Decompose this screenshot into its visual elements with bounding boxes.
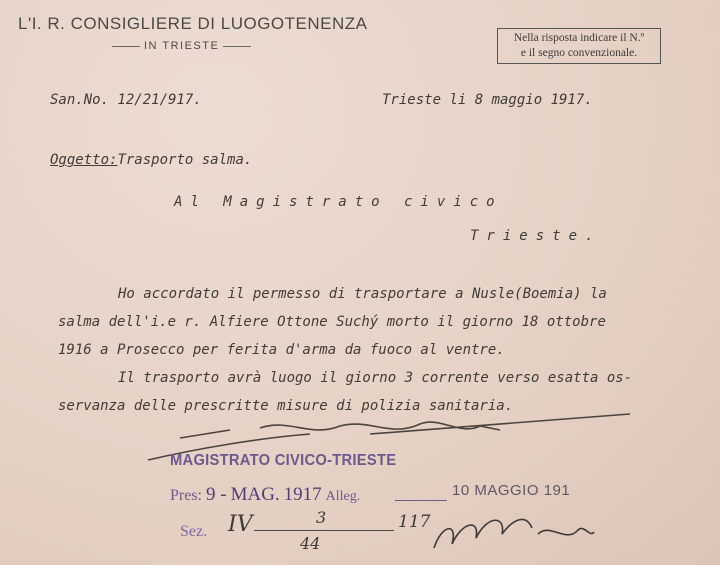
body-line-2: salma dell'i.e r. Alfiere Ottone Suchý morto il giorno 18 ottobre — [58, 314, 606, 330]
letter-date: Trieste li 8 maggio 1917. — [382, 92, 593, 108]
register-number: 117 — [398, 512, 431, 532]
fraction-bottom: 44 — [300, 534, 321, 553]
stamp-pres-line — [170, 484, 360, 506]
reply-note-line-2: e il segno convenzionale. — [520, 47, 638, 59]
second-signature — [428, 504, 598, 560]
body-line-4: Il trasporto avrà luogo il giorno 3 corrente verso esatta os- — [118, 370, 633, 386]
date-received-stamp: 10 MAGGIO 191 — [452, 482, 571, 499]
letterhead-city-text: IN TRIESTE — [144, 40, 220, 52]
reference-number: San.No. 12/21/917. — [50, 92, 202, 108]
reply-note-line-1: Nella risposta indicare il N.º — [513, 32, 645, 44]
stamp-pres-label: Pres: — [170, 487, 202, 504]
body-line-5: servanza delle prescritte misure di polizia sanitaria. — [58, 398, 514, 414]
reply-note-box — [497, 28, 661, 64]
body-line-1: Ho accordato il permesso di trasportare a Nusle(Boemia) la — [118, 286, 607, 302]
letterhead-city — [108, 40, 255, 52]
stamp-magistrato: MAGISTRATO CIVICO-TRIESTE — [170, 452, 397, 469]
body-line-3: 1916 a Prosecco per ferita d'arma da fuoco al ventre. — [58, 342, 505, 358]
subject-line — [50, 152, 252, 168]
stamp-alleg-label: Alleg. — [325, 489, 361, 504]
subject-text: Trasporto salma. — [117, 152, 253, 168]
stamp-sez-label: Sez. — [180, 523, 208, 540]
fraction-top: 3 — [316, 508, 327, 527]
stamp-pres-year: 1917 — [283, 484, 322, 505]
letterhead-dash-right — [223, 46, 251, 47]
stamp-alleg-line — [395, 500, 447, 501]
recipient: Al Magistrato civico — [174, 194, 503, 210]
sez-value: IV — [228, 512, 253, 537]
fraction-line — [254, 530, 394, 531]
stamp-pres-day: 9 - — [206, 484, 227, 505]
letterhead-dash-left — [112, 46, 140, 47]
subject-label: Oggetto: — [50, 152, 118, 168]
recipient-city: Trieste. — [470, 228, 602, 244]
letterhead-office: L'I. R. CONSIGLIERE DI LUOGOTENENZA — [18, 14, 368, 33]
stamp-pres-month: MAG. — [230, 484, 280, 505]
